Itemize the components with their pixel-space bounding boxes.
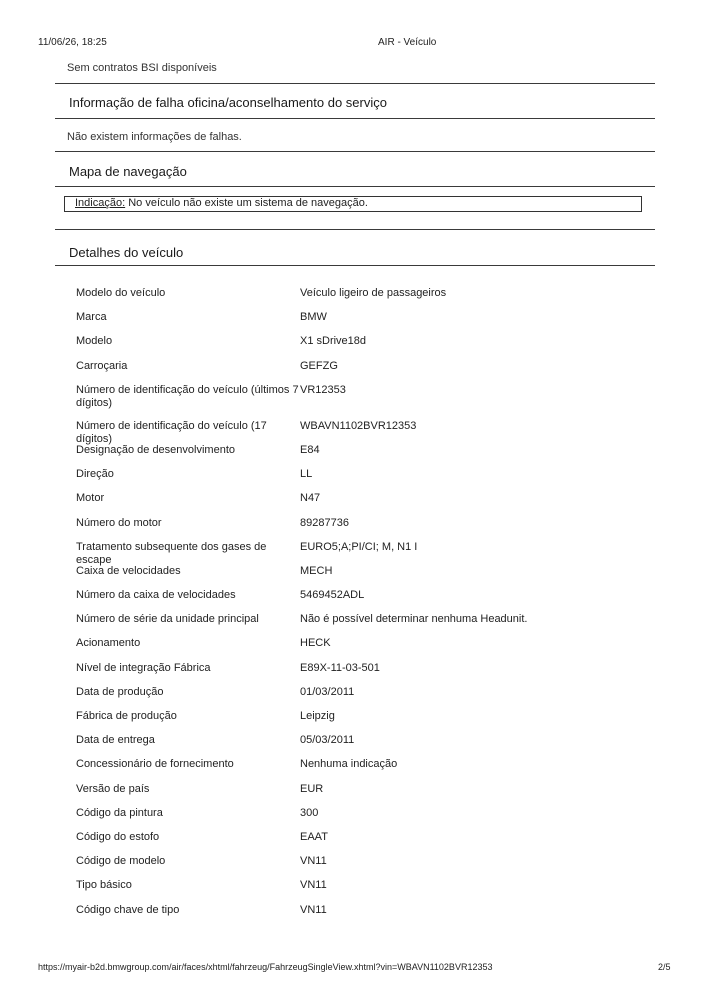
detail-label: Versão de país <box>76 782 150 795</box>
detail-value: GEFZG <box>300 359 338 372</box>
section-title-vehicle-details: Detalhes do veículo <box>69 245 184 260</box>
detail-label: Número do motor <box>76 516 162 529</box>
detail-label: Tratamento subsequente dos gases de escape <box>76 540 267 566</box>
indication-text: No veículo não existe um sistema de navegação. <box>128 197 368 209</box>
divider <box>55 186 655 187</box>
detail-label: Carroçaria <box>76 359 128 372</box>
detail-label: Modelo <box>76 335 113 348</box>
detail-value: MECH <box>300 564 333 577</box>
detail-value: VN11 <box>300 855 327 868</box>
detail-value: EAAT <box>300 830 328 843</box>
detail-label: Código da pintura <box>76 806 163 819</box>
detail-label: Concessionário de fornecimento <box>76 758 234 771</box>
detail-value: WBAVN1102BVR12353 <box>300 419 417 432</box>
detail-value: EURO5;A;PI/CI; M, N1 I <box>300 540 418 553</box>
detail-label: Fábrica de produção <box>76 710 177 722</box>
fault-info-text: Não existem informações de falhas. <box>67 131 242 143</box>
detail-value: LL <box>300 468 313 481</box>
detail-label: Marca <box>76 311 107 324</box>
detail-label: Código de modelo <box>76 855 166 868</box>
divider <box>55 265 655 266</box>
divider <box>55 229 655 230</box>
detail-value: Não é possível determinar nenhuma Headunit. <box>300 613 528 626</box>
section-title-fault-info: Informação de falha oficina/aconselhamento do serviço <box>69 95 387 110</box>
footer-url: https://myair-b2d.bmwgroup.com/air/faces/xhtml/fahrzeug/FahrzeugSingleView.xhtml?vin=WBAVN1102BVR12353 <box>38 962 493 972</box>
detail-label: Código chave de tipo <box>76 903 180 916</box>
detail-label: Tipo básico <box>76 879 132 892</box>
vehicle-details-table <box>76 284 636 925</box>
detail-label: Data de entrega <box>76 734 155 747</box>
detail-value: Veículo ligeiro de passageiros <box>300 287 447 299</box>
detail-value: 300 <box>300 806 319 819</box>
divider <box>55 118 655 119</box>
divider <box>55 151 655 152</box>
detail-value: N47 <box>300 492 321 505</box>
detail-value: EUR <box>300 782 324 795</box>
section-title-nav-map: Mapa de navegação <box>69 164 187 179</box>
print-page-title: AIR - Veículo <box>378 37 437 48</box>
detail-label: Designação de desenvolvimento <box>76 443 235 456</box>
detail-label: Código do estofo <box>76 830 160 843</box>
detail-label: Direção <box>76 468 114 481</box>
indication-label: Indicação: <box>75 197 126 209</box>
detail-label: Nível de integração Fábrica <box>76 661 211 674</box>
detail-value: 89287736 <box>300 516 349 529</box>
detail-value: VR12353 <box>300 383 346 396</box>
print-datetime: 11/06/26, 18:25 <box>38 37 107 48</box>
divider <box>55 83 655 84</box>
page-number: 2/5 <box>658 962 671 972</box>
detail-value: 01/03/2011 <box>300 685 355 698</box>
nav-indication-box <box>64 196 642 212</box>
detail-value: X1 sDrive18d <box>300 335 367 348</box>
detail-value: Nenhuma indicação <box>300 758 398 771</box>
detail-label: Motor <box>76 492 105 505</box>
detail-label: Número da caixa de velocidades <box>76 589 236 602</box>
bsi-contracts-note: Sem contratos BSI disponíveis <box>67 62 217 74</box>
detail-value: VN11 <box>300 903 327 916</box>
detail-value: HECK <box>300 637 331 650</box>
detail-value: E89X-11-03-501 <box>300 661 380 674</box>
detail-value: 05/03/2011 <box>300 734 355 747</box>
detail-value: VN11 <box>300 879 327 892</box>
detail-label: Acionamento <box>76 637 141 650</box>
detail-label: Número de série da unidade principal <box>76 613 259 626</box>
detail-label: Data de produção <box>76 685 164 698</box>
detail-value: 5469452ADL <box>300 589 365 602</box>
detail-label: Número de identificação do veículo (17 dígitos) <box>76 419 267 445</box>
detail-value: Leipzig <box>300 710 335 722</box>
detail-label: Caixa de velocidades <box>76 564 181 577</box>
detail-value: BMW <box>300 311 327 324</box>
detail-value: E84 <box>300 443 320 456</box>
detail-label: Modelo do veículo <box>76 287 166 299</box>
detail-label: Número de identificação do veículo (últimos 7 dígitos) <box>76 383 299 409</box>
